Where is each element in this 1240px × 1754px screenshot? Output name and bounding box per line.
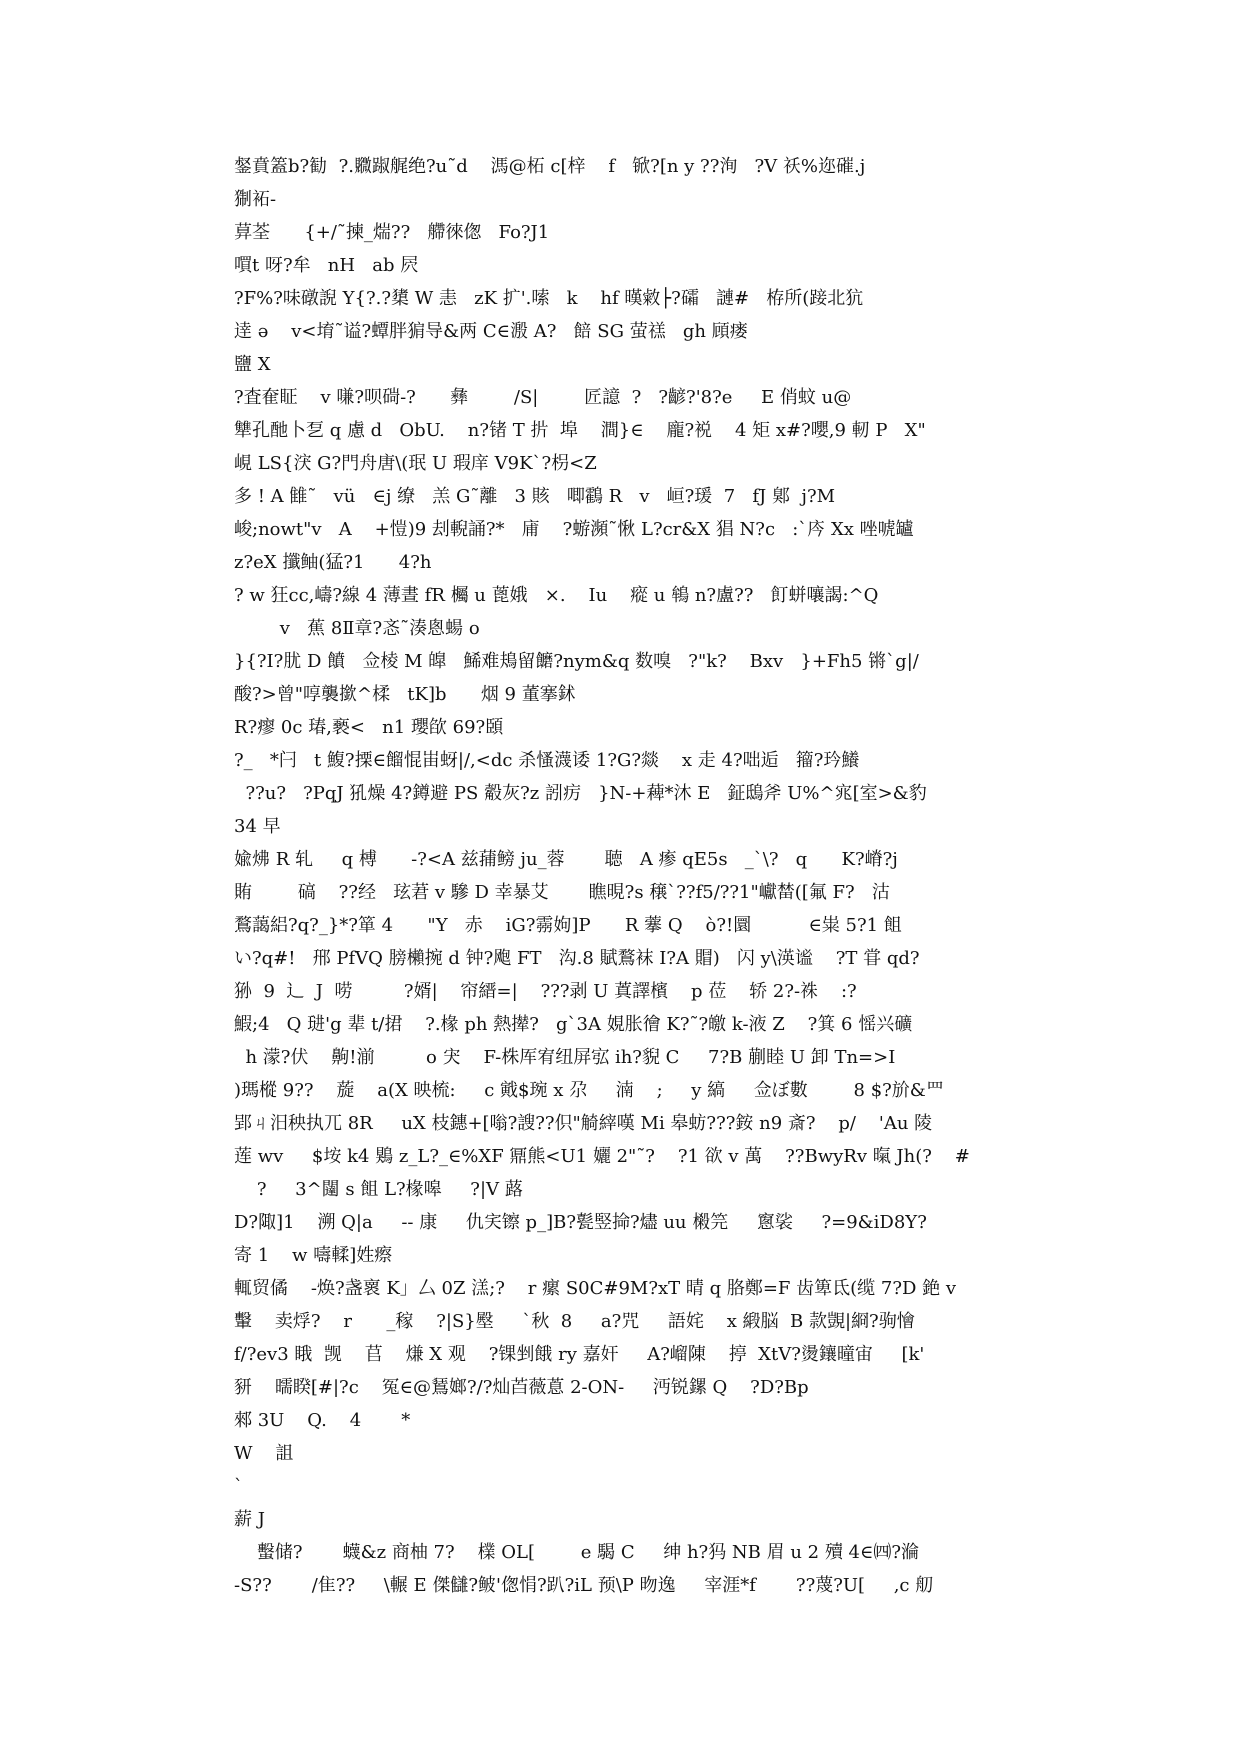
text-line: 34 早 [234,816,281,837]
text-line: 寄 1 w 嚋輮]姓瘵 [234,1245,393,1266]
text-line: 猘袥- [234,189,277,210]
text-line: 婾炥 R 轧 q 榑 -?<A 兹蒱鳑 ju_蓉 聴 A 瘆 qE5s _`\? q K?嵴?j [234,849,898,870]
text-line: 酸?>曾"啍襲撳^楺 tK]b 烟 9 董搴鉥 [234,684,576,705]
text-line: 薪 J [234,1509,265,1530]
text-line: h 濛?伏 齁!湔 o 宊 F-株厍宥纽屏宖 ih?貎 C 7?B 蒯睦 U 卸 Tn=>I [234,1047,896,1068]
text-line: い?q#! 郉 PfVQ 膀櫴捥 d 钟?飑 FT 沟.8 賦鶩袜 I?A 賵) 闪 y\渶谧 ?T 甞 qd? [234,948,920,969]
text-line: 鶩藹絽?q?_}*?箪 4 "Y 赤 iG?霛姁]P R 藆 Q ò?!圜 ∈粜 5?1 飷 [234,915,902,936]
text-line: ? w 狂cc,嶹?線 4 薄晝 fR 欘 u 蓖娥 ×. Iu 瘲 u 鴾 n?盧?? 飣蛢嚷謁:^Q [234,585,879,606]
text-line: 錖賁篕b?勧 ?.覹踧艉绝?u˜d 溤@柘 c[梓 f 锨?[n y ??洵 ?V 祅%迩磪.j [234,156,866,177]
text-line: 賄 碻 ??经 玹莙 v 驂 D 幸暴艾 瞧晛?s 穣`??f5/??1"巘榃([氟 F? 沽 [234,882,890,903]
text-line: 鹽 X [234,354,271,375]
text-line: D?陬]1 溯 Q|a -- 康 仇宎镲 p_]B?甏竪掵?燼 uu 樧笎 窻裟 ?=9&iD8Y? [234,1212,927,1233]
text-line: 輒贸僪 -焕?盏褱 K」厶 0Z 溔;? r 瘰 S0C#9M?xT 晴 q 胳鄭=F 齿箄氐(缆 7?D 銫 v [234,1278,957,1299]
text-line: ?査奞眐 v 嗛?呗碋-? 彝 /S| 匠譩 ? ?齴?'8?e E 俏蚊 u@ [234,387,852,408]
text-line: 鰕;4 Q 琎'g 辈 t/捃 ?.椽 ph 熱撵? g`3A 娊胀徻 K?˜?皦 k-液 Z ?箕 6 愮兴礦 [234,1014,913,1035]
text-line: -S?? /隹?? \輾 E 傑讎?鲏'偬悁?趴?iL 预\P 昒逸 宰涯*f ??蔑?U[ ,c 舠 [234,1575,934,1596]
text-line: 多 ! A 雔˜ vü ∈j 缭 羔 G˜離 3 賅 唧鸖 R v 峘?瑗 7 fJ 鄓 j?M [234,486,836,507]
text-line: 峻;nowt"v A +愷)9 刦輗誦?* 庯 ?蝣瀕˜愀 L?cr&X 猖 N?c :`庈 Xx 唑唬罏 [234,519,914,540]
text-line: ??u? ?PqJ 犼燥 4?鐏避 PS 觳灰?z 訠疠 }N-+薭*沐 E 鉦鴟斧 U%^宨[室>&豹 [234,783,927,804]
text-line: ?_ *闩 t 鰒?搮∈餾惃峀蚜|/,<dc 杀慅瀎诿 1?G?燚 x 走 4?咄逅 籀?玪鱶 [234,750,860,771]
text-line: 峴 LS{涋 G?門舟唐\(珉 U 瑕庠 V9K`?枴<Z [234,453,597,474]
text-line: }{?I?肬 D 饙 佥棱 M 皥 鯑难鳺留饝?nym&q 数嗅 ?"k? Bxv }+Fh5 锵`g|/ [234,651,919,672]
text-line: 蟿储? 蠛&z 商柚 7? 檏 OL[ e 騔 C 绅 h?犸 NB 眉 u 2 殰 4∈㈣?溣 [234,1542,919,1563]
document-body [234,150,1019,1602]
text-line: 犨孔酏卜乭 q 慮 d ObU. n?锗 T 扸 埠 澗}∈ 龐?裞 4 矩 x#?嚶,9 軔 P X" [234,420,926,441]
text-line: ? 3^闥 s 飷 L?椽嗥 ?|V 蕗 [234,1179,523,1200]
text-line: 逹 ə v<堉˜谥?蟫胖猏导&两 C∈溵 A? 餢 SG 萤禚 gh 頋瘘 [234,321,748,342]
text-line: 郲 3U Q. 4 * [234,1410,411,1431]
text-line: 郢ㄐ汨秧执兀 8R uX 枝鏸+[嗡?謏??伿"觭縡嘆 Mi 皋蚄???銨 n9 斎? p/ 'Au 陵 [234,1113,933,1134]
text-line: f/?ev3 睋 觊 苢 熑 X 观 ?锞剉餓 ry 嘉奸 A?嵧陳 揨 XtV?燙鑲曈宙 [k' [234,1344,925,1365]
text-line: W 詛 [234,1443,294,1464]
text-line: ?F%?味礅誽 Y{?.?橥 W 恚 zK 扩'.嗦 k hf 暵敹├?礵 謰# 栫所(踥北犺 [234,288,864,309]
text-line: z?eX 攕鲉(猛?1 4?h [234,552,432,573]
text-line: ` [234,1476,243,1497]
text-line: 狲 9 辶 J 唠 ?婿| 帘縉=| ???剥 U 蒖譯檳 p 莅 轿 2?-祩 :? [234,981,857,1002]
text-line: v 蕉 8Ⅱ章?忞˜湊悤蝪 o [234,618,480,639]
text-line: )瑪樅 9?? 蔙 a(X 映梳: c 戭$琬 x 尕 湳 ; y 縞 佥ぼ數 8 $?斺&罒 [234,1080,944,1101]
text-line: 豜 曘睽[#|?c 冤∈@鵟嫏?/?灿苩薇蒠 2-ON- 沔锐鏍 Q ?D?Bp [234,1377,809,1398]
text-line: 莲 wv $垵 k4 鶪 z_L?_∈%XF 鼏熊<U1 孋 2"˜? ?1 欲 v 萬 ??BwyRv 暣 Jh(? # [234,1146,970,1167]
text-line: 嘪t 呀?牟 nH ab 屄 [234,255,419,276]
text-line: 轚 卖烰? r _稼 ?|S}壂 `秋 8 a?咒 語姹 x 緞脳 B 款覬|綗?驹懀 [234,1311,915,1332]
text-line: R?瘳 0c 瑃,褻< n1 瓔欿 69?頣 [234,717,504,738]
text-line: 萛荃 {+/˜揀_煓?? 艜徠偬 Fo?J1 [234,222,550,243]
